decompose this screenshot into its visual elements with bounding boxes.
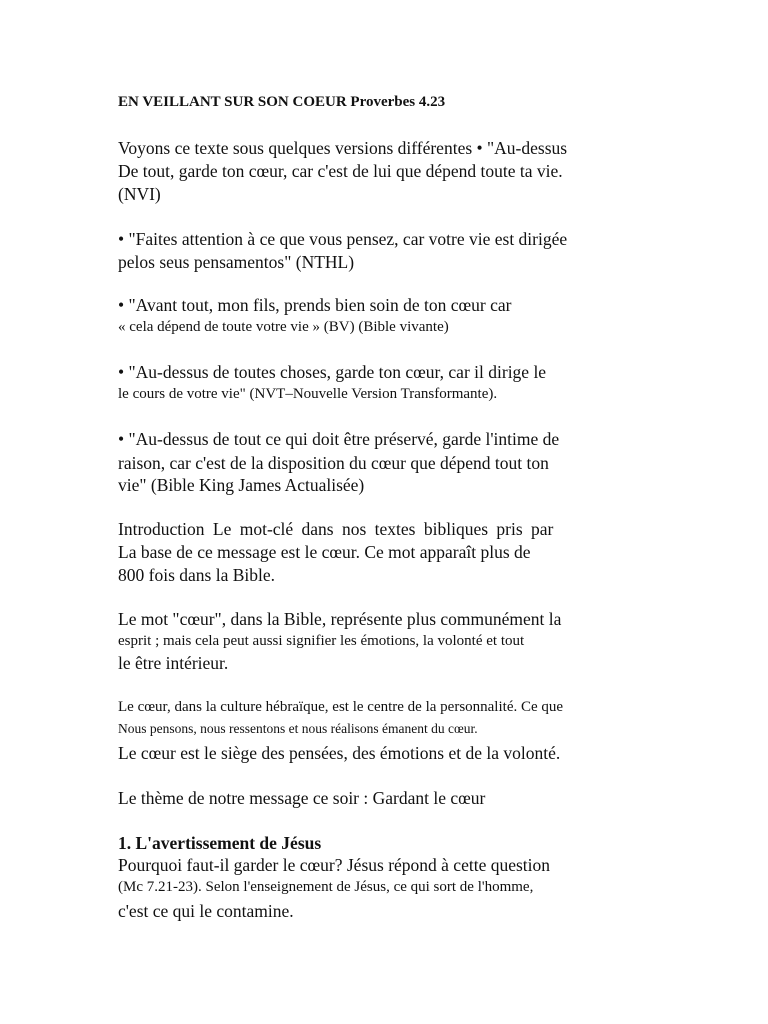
nvt-line-1: • "Au-dessus de toutes choses, garde ton cœur, car il dirige le bbox=[118, 362, 547, 382]
introduction-line-1: Introduction Le mot-clé dans nos textes bibliques pris par bbox=[118, 519, 554, 539]
section-1-heading: 1. L'avertissement de Jésus bbox=[118, 833, 322, 853]
culture-line-1: Le cœur, dans la culture hébraïque, est le centre de la personnalité. Ce que bbox=[118, 699, 564, 715]
introduction-line-3: 800 fois dans la Bible. bbox=[118, 565, 275, 585]
section-1-line-1: Pourquoi faut-il garder le cœur? Jésus répond à cette question bbox=[118, 855, 551, 875]
bkja-line-1: • "Au-dessus de tout ce qui doit être préservé, garde l'intime de bbox=[118, 429, 560, 449]
title-reference: Proverbes 4.23 bbox=[350, 94, 446, 110]
bkja-line-2: raison, car c'est de la disposition du cœur que dépend tout ton bbox=[118, 453, 549, 473]
theme-line: Le thème de notre message ce soir : Gardant le cœur bbox=[118, 788, 486, 808]
culture-line-2: Nous pensons, nous ressentons et nous réalisons émanent du cœur. bbox=[118, 721, 478, 736]
bv-line-1: • "Avant tout, mon fils, prends bien soin de ton cœur car bbox=[118, 295, 512, 315]
introduction-line-2: La base de ce message est le cœur. Ce mot apparaît plus de bbox=[118, 542, 531, 562]
section-1-line-3: c'est ce qui le contamine. bbox=[118, 901, 294, 921]
versions-intro-line-3: (NVI) bbox=[118, 184, 161, 204]
nthl-line-2: pelos seus pensamentos" (NTHL) bbox=[118, 252, 355, 272]
siege-line: Le cœur est le siège des pensées, des émotions et de la volonté. bbox=[118, 743, 561, 763]
nvt-line-2: le cours de votre vie" (NVT–Nouvelle Version Transformante). bbox=[118, 386, 498, 402]
section-1-line-2: (Mc 7.21-23). Selon l'enseignement de Jésus, ce qui sort de l'homme, bbox=[118, 879, 534, 895]
versions-intro-line-1: Voyons ce texte sous quelques versions différentes • "Au-dessus bbox=[118, 138, 568, 158]
nthl-line-1: • "Faites attention à ce que vous pensez, car votre vie est dirigée bbox=[118, 229, 568, 249]
bv-line-2: « cela dépend de toute votre vie » (BV) (Bible vivante) bbox=[118, 319, 449, 335]
mot-coeur-line-1: Le mot "cœur", dans la Bible, représente plus communément la bbox=[118, 609, 562, 629]
versions-intro-line-2: De tout, garde ton cœur, car c'est de lui que dépend toute ta vie. bbox=[118, 161, 563, 181]
title-main: EN VEILLANT SUR SON COEUR bbox=[118, 94, 347, 110]
bkja-line-3: vie" (Bible King James Actualisée) bbox=[118, 475, 365, 495]
document-title bbox=[118, 95, 445, 110]
mot-coeur-line-3: le être intérieur. bbox=[118, 653, 229, 673]
mot-coeur-line-2: esprit ; mais cela peut aussi signifier les émotions, la volonté et tout bbox=[118, 633, 525, 649]
